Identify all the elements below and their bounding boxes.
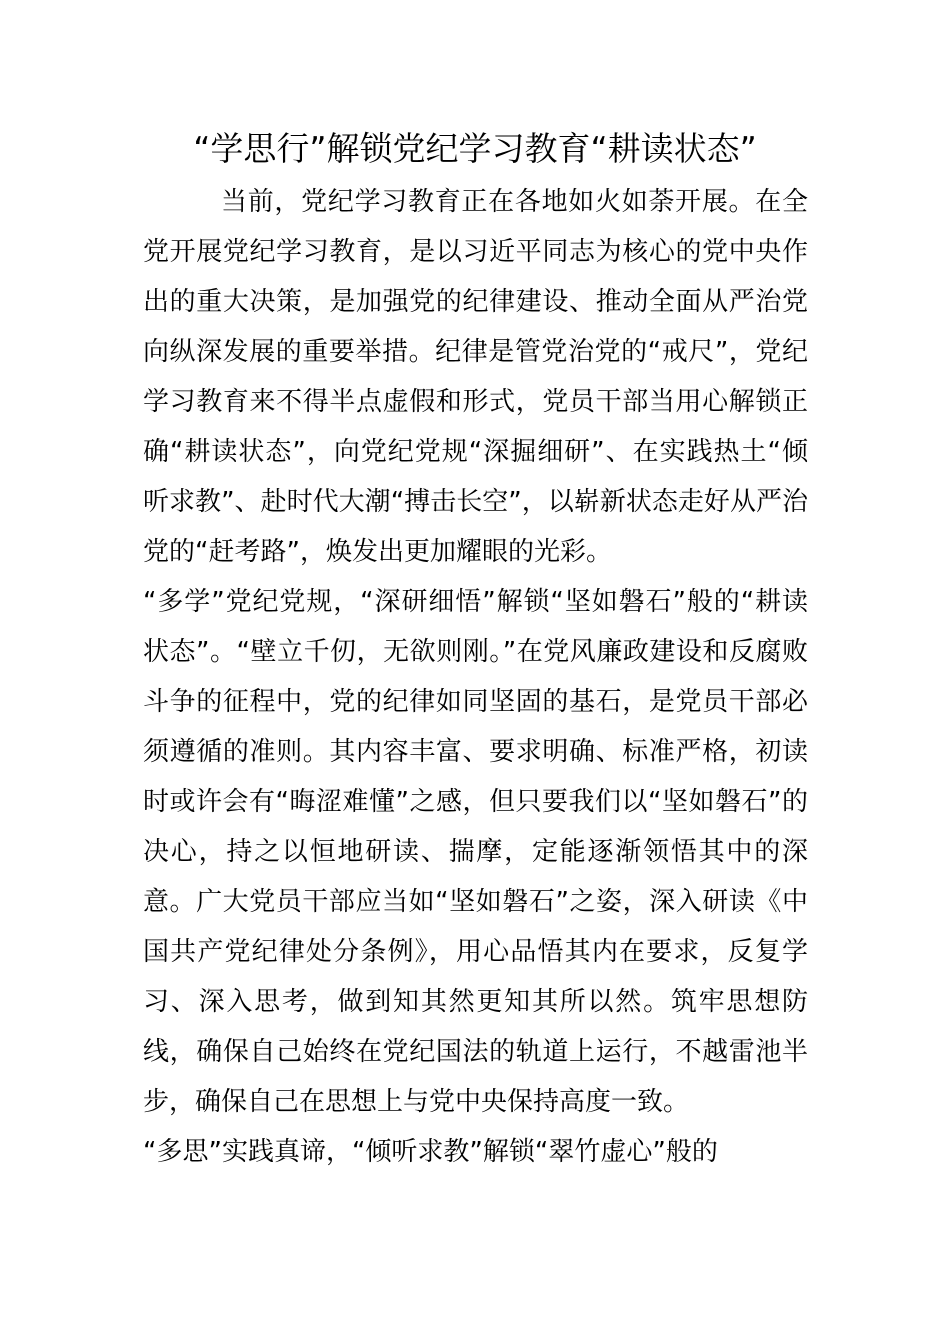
paragraph-intro: 当前，党纪学习教育正在各地如火如荼开展。在全党开展党纪学习教育，是以习近平同志为核心的党中央作出的重大决策，是加强党的纪律建设、推动全面从严治党向纵深发展的重要举措。纪律是管党治党的“戒尺”，党纪学习教育来不得半点虚假和形式，党员干部当用心解锁正确“耕读状态”，向党纪党规“深掘细研”、在实践热土“倾听求教”、赴时代大潮“搏击长空”，以崭新状态走好从严治党的“赶考路”，焕发出更加耀眼的光彩。 [143,187,808,567]
paragraph-study: “多学”党纪党规，“深研细悟”解锁“坚如磐石”般的“耕读状态”。“壁立千仞，无欲则刚。”在党风廉政建设和反腐败斗争的征程中，党的纪律如同坚固的基石，是党员干部必须遵循的准则。其内容丰富、要求明确、标准严格，初读时或许会有“晦涩难懂”之感，但只要我们以“坚如磐石”的决心，持之以恒地研读、揣摩，定能逐渐领悟其中的深意。广大党员干部应当如“坚如磐石”之姿，深入研读《中国共产党纪律处分条例》，用心品悟其内在要求，反复学习、深入思考，做到知其然更知其所以然。筑牢思想防线，确保自己始终在党纪国法的轨道上运行，不越雷池半步，确保自己在思想上与党中央保持高度一致。 [143,587,808,1117]
paragraph-think: “多思”实践真谛，“倾听求教”解锁“翠竹虚心”般的 [143,1137,718,1167]
document-title: “学思行”解锁党纪学习教育“耕读状态” [193,129,757,168]
document-body [143,177,808,1177]
